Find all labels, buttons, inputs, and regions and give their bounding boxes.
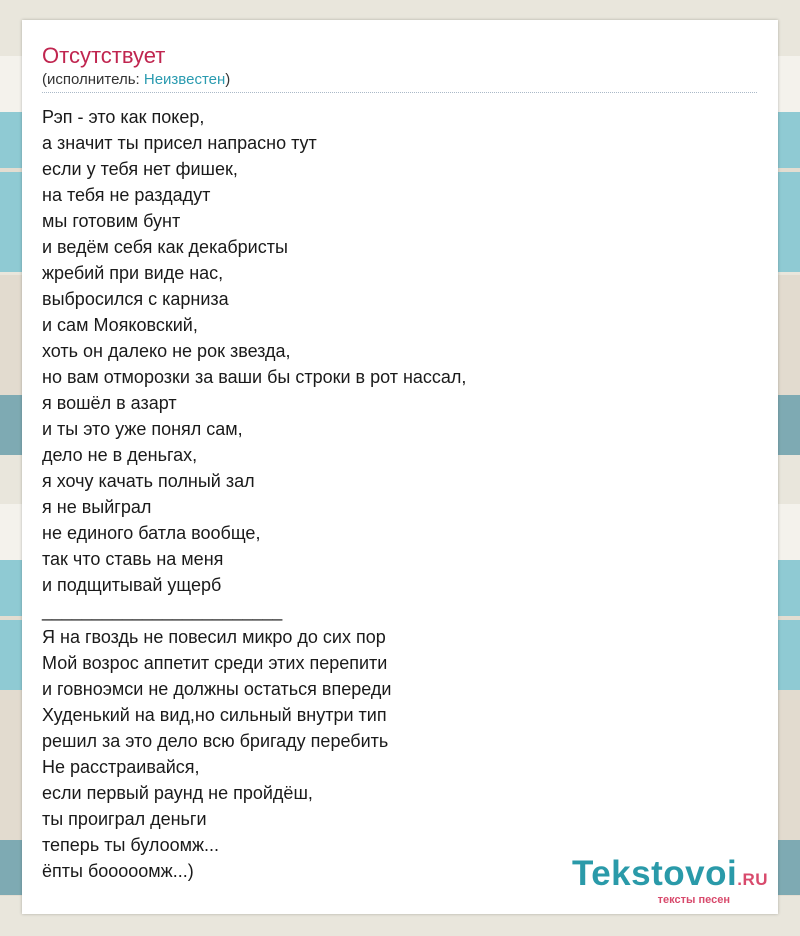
- lyric-line: хоть он далеко не рок звезда,: [42, 341, 291, 361]
- logo-tagline: тексты песен: [657, 894, 730, 906]
- lyric-line: Не расстраивайся,: [42, 757, 200, 777]
- lyric-line: если первый раунд не пройдёш,: [42, 783, 313, 803]
- song-title: Отсутствует: [42, 43, 166, 68]
- lyric-line: но вам отморозки за ваши бы строки в рот нассал,: [42, 367, 467, 387]
- lyric-line: Мой возрос аппетит среди этих перепити: [42, 653, 388, 673]
- lyric-line: так что ставь на меня: [42, 549, 224, 569]
- lyric-line: на тебя не раздадут: [42, 185, 211, 205]
- lyric-line: не единого батла вообще,: [42, 523, 261, 543]
- logo-name: Tekstovoi: [571, 854, 738, 893]
- lyric-line: ________________________: [42, 601, 283, 621]
- lyric-line: я не выйграл: [42, 497, 152, 517]
- lyric-line: выбросился с карниза: [42, 289, 229, 309]
- lyric-line: и ты это уже понял сам,: [42, 419, 243, 439]
- lyric-line: решил за это дело всю бригаду перебить: [42, 731, 389, 751]
- site-logo[interactable]: [572, 856, 768, 906]
- artist-prefix: (исполнитель:: [42, 71, 144, 88]
- lyric-line: Худенький на вид,но сильный внутри тип: [42, 705, 387, 725]
- artist-link[interactable]: Неизвестен: [143, 71, 226, 88]
- logo-domain: .RU: [737, 870, 768, 889]
- lyrics-text: [42, 104, 758, 884]
- lyric-line: если у тебя нет фишек,: [42, 159, 238, 179]
- dotted-divider: [42, 92, 757, 93]
- lyric-line: жребий при виде нас,: [42, 263, 224, 283]
- lyric-line: и подщитывай ущерб: [42, 575, 222, 595]
- artist-line: [42, 71, 758, 89]
- lyric-line: дело не в деньгах,: [42, 445, 198, 465]
- lyric-line: мы готовим бунт: [42, 211, 181, 231]
- artist-suffix: ): [225, 71, 231, 88]
- lyric-line: я вошёл в азарт: [42, 393, 177, 413]
- lyric-line: и сам Мояковский,: [42, 315, 198, 335]
- lyric-line: Рэп - это как покер,: [42, 107, 205, 127]
- lyric-line: теперь ты булоомж...: [42, 835, 220, 855]
- lyric-line: а значит ты присел напрасно тут: [42, 133, 317, 153]
- lyric-line: ты проиграл деньги: [42, 809, 207, 829]
- lyric-line: я хочу качать полный зал: [42, 471, 255, 491]
- lyric-line: ёпты бооооомж...): [42, 861, 194, 881]
- lyric-line: Я на гвоздь не повесил микро до сих пор: [42, 627, 386, 647]
- lyrics-card: [22, 20, 778, 914]
- lyric-line: и ведём себя как декабристы: [42, 237, 288, 257]
- lyric-line: и говноэмси не должны остаться впереди: [42, 679, 392, 699]
